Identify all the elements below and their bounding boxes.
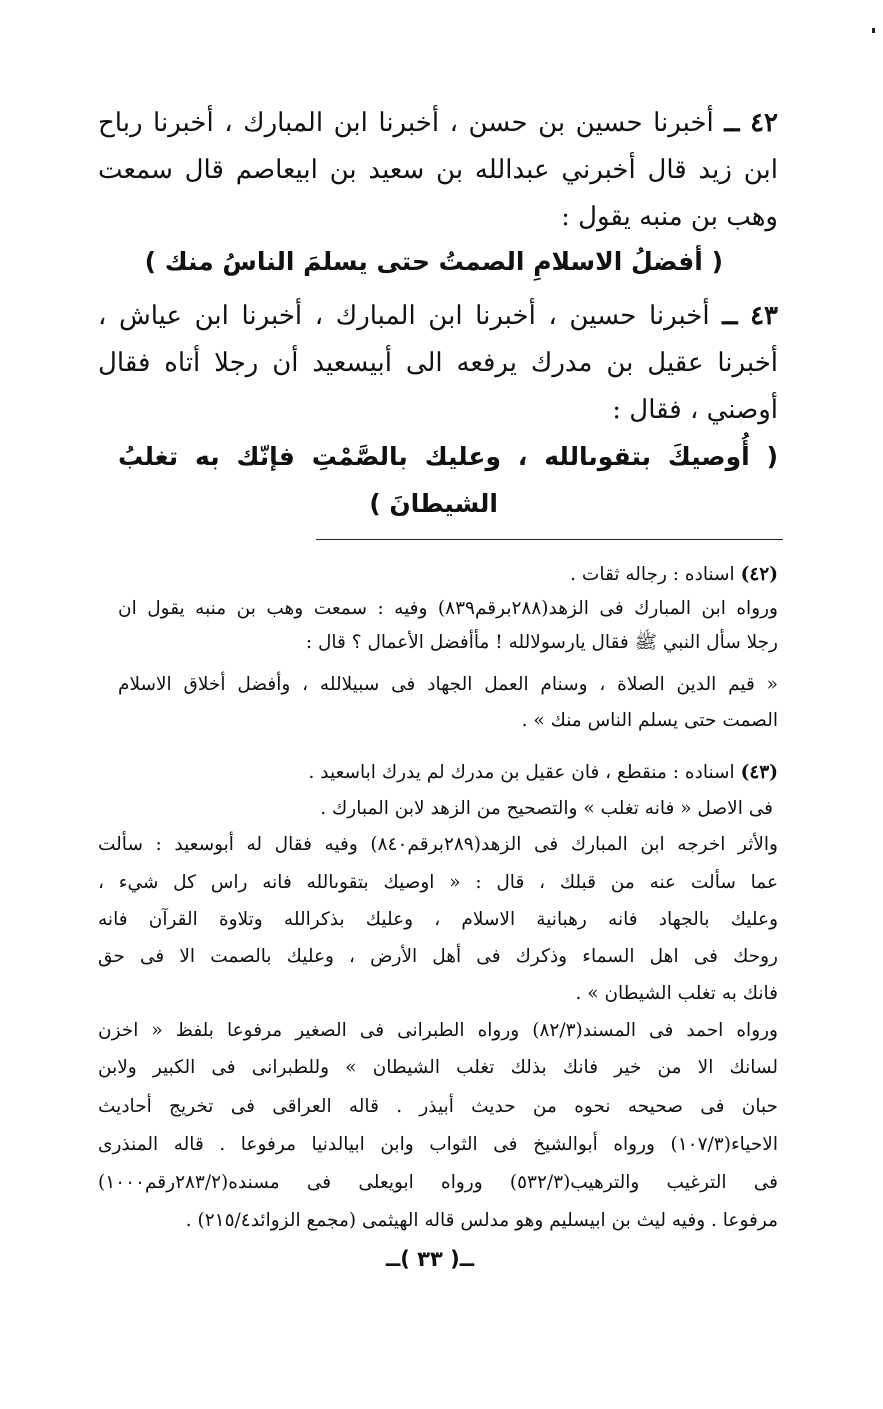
footnote-42-line-1 <box>98 560 778 590</box>
footnote-43-line-8: ورواه احمد فى المسند(٨٢/٣) ورواه الطبرانى فى الصغير مرفوعا بلفظ « اخزن <box>98 1020 778 1041</box>
footnote-42-line-3: رجلا سأل النبي ﷺ فقال يارسولالله ! مأأفضل الأعمال ؟ قال : <box>305 632 778 653</box>
hadith-42-line-3: وهب بن منبه يقول : <box>561 202 778 232</box>
footnote-43-line-10: حبان فى صحيحه نحوه من حديث أبيذر . قاله العراقى فى تخريج أحاديث <box>98 1096 778 1117</box>
hadith-43-text-1: أخبرنا حسين ، أخبرنا ابن المبارك ، أخبرنا ابن عياش ، <box>98 301 710 331</box>
footnote-43-line-6: روحك فى اهل السماء وذكرك فى أهل الأرض ، وعليك بالصمت الا فى حق <box>98 946 778 967</box>
footnote-42-text-1: اسناده : رجاله ثقات . <box>570 564 735 585</box>
footnote-43-line-12: فى الترغيب والترهيب(٥٣٢/٣) ورواه ابويعلى فى مسنده(٢٨٣/٢رقم١٠٠٠) <box>98 1172 778 1193</box>
footnote-43-line-5: وعليك بالجهاد فانه رهبانية الاسلام ، وعليك بذكرالله وتلاوة القرآن فانه <box>98 909 778 930</box>
hadith-43-line-1 <box>98 296 778 336</box>
footnote-43-line-3: والأثر اخرجه ابن المبارك فى الزهد(٢٨٩برقم٨٤٠) وفيه فقال له أبوسعيد : سألت <box>98 834 778 855</box>
hadith-43-quote-1: ( أُوصيكَ بتقوىالله ، وعليك بالصَّمْتِ فإنّك به تغلبُ <box>118 442 778 471</box>
footnote-43-line-1 <box>98 758 778 788</box>
footnote-separator <box>316 539 783 540</box>
hadith-43-dash: ــ <box>722 301 738 331</box>
hadith-43-line-3: أوصني ، فقال : <box>612 395 778 425</box>
footnote-42-number: (٤٢) <box>740 564 778 585</box>
footnote-43-line-11: الاحياء(١٠٧/٣) ورواه أبوالشيخ فى الثواب وابن ابيالدنيا مرفوعا . قاله المنذرى <box>98 1134 778 1155</box>
hadith-43-line-2: أخبرنا عقيل بن مدرك يرفعه الى أبيسعيد أن رجلا أتاه فقال <box>98 348 778 378</box>
footnote-43-line-9: لسانك الا من خير فانك بذلك تغلب الشيطان » وللطبرانى فى الكبير ولابن <box>98 1057 778 1078</box>
page-number: ــ( ٣٣ )ــ <box>385 1247 475 1271</box>
footnote-42-line-4: « قيم الدين الصلاة ، وسنام العمل الجهاد فى سبيلالله ، وأفضل أخلاق الاسلام <box>118 674 778 695</box>
footnote-42-line-2: ورواه ابن المبارك فى الزهد(٢٨٨برقم٨٣٩) وفيه : سمعت وهب بن منبه يقول ان <box>118 598 778 619</box>
hadith-43-number: ٤٣ <box>750 301 779 331</box>
footnote-43-line-7: فانك به تغلب الشيطان » . <box>575 983 778 1004</box>
hadith-42-line-1 <box>98 103 778 143</box>
corner-mark <box>872 28 875 33</box>
hadith-42-text-1: أخبرنا حسين بن حسن ، أخبرنا ابن المبارك ، أخبرنا رباح <box>98 108 714 138</box>
hadith-42-quote: ( أفضلُ الاسلامِ الصمتُ حتى يسلمَ الناسُ منك ) <box>144 247 723 276</box>
footnote-42-line-5: الصمت حتى يسلم الناس منك » . <box>521 710 778 731</box>
hadith-43-quote-2: الشيطانَ ) <box>369 489 498 518</box>
hadith-42-dash: ــ <box>724 108 740 138</box>
footnote-43-line-13: مرفوعا . وفيه ليث بن ابيسليم وهو مدلس قاله الهيثمى (مجمع الزوائد٢١٥/٤) . <box>185 1210 778 1231</box>
footnote-43-line-4: عما سألت عنه من قبلك ، قال : « اوصيك بتقوىالله فانه راس كل شيء ، <box>98 872 778 893</box>
hadith-42-line-2: ابن زيد قال أخبرني عبدالله بن سعيد بن ابيعاصم قال سمعت <box>98 155 778 185</box>
hadith-42-number: ٤٢ <box>750 108 779 138</box>
footnote-43-text-1: اسناده : منقطع ، فان عقيل بن مدرك لم يدرك اباسعيد . <box>308 762 735 783</box>
footnote-43-number: (٤٣) <box>740 762 778 783</box>
footnote-43-line-2: فى الاصل « فانه تغلب » والتصحيح من الزهد لابن المبارك . <box>320 798 773 819</box>
